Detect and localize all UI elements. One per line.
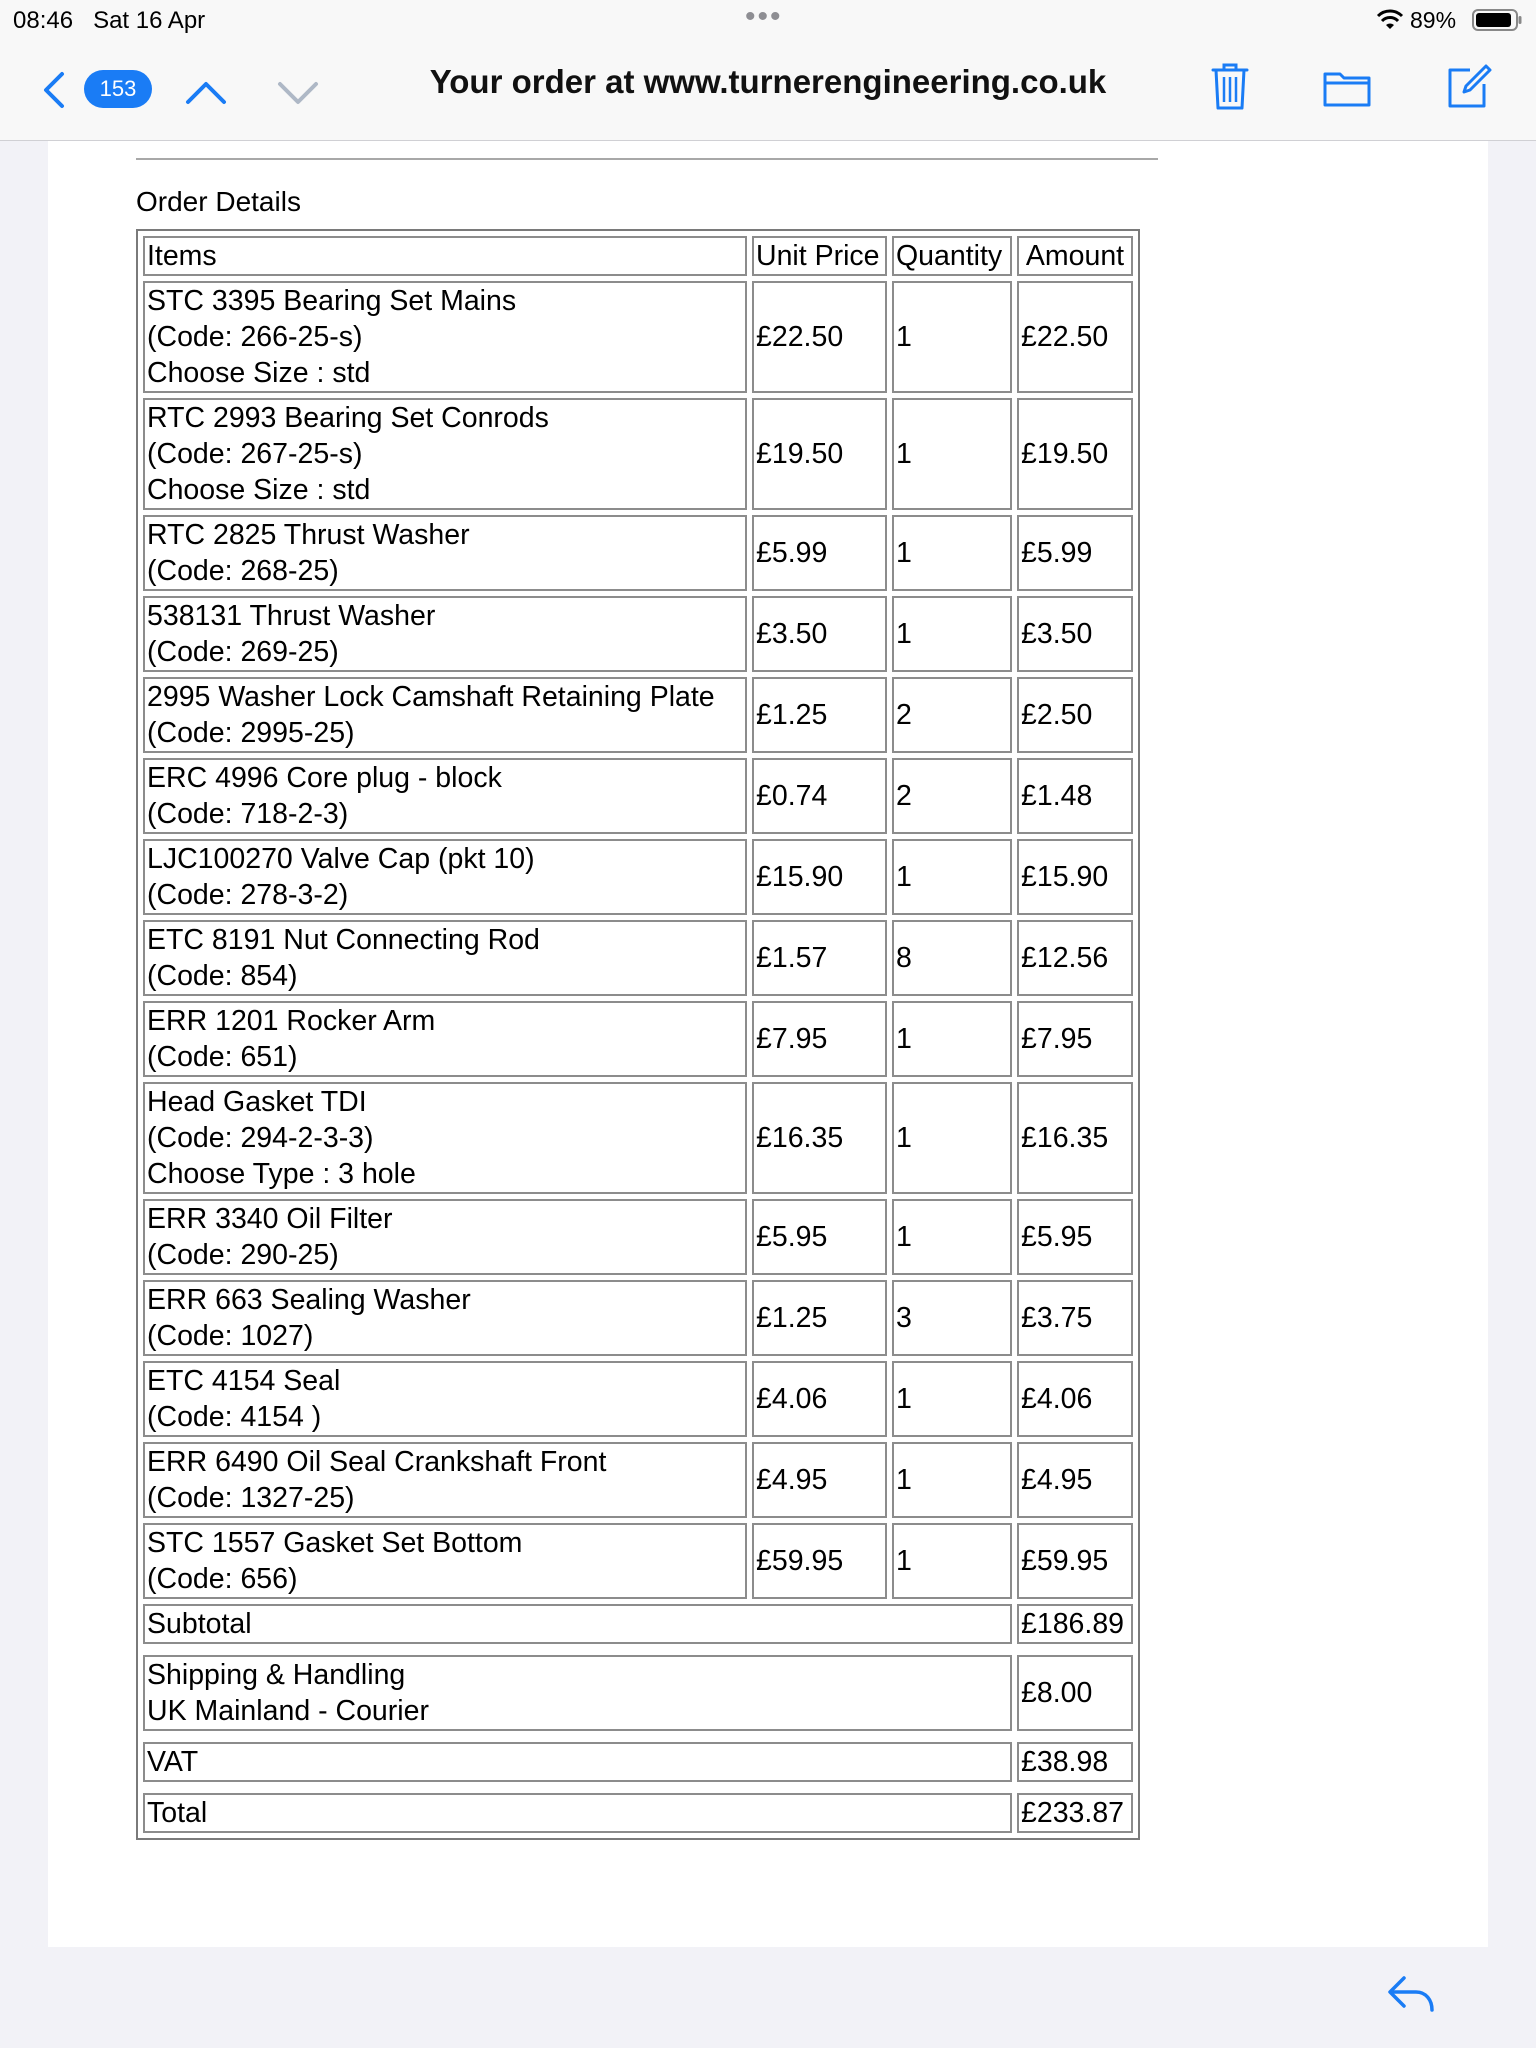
item-code: (Code: 294-2-3-3) [147,1122,374,1154]
table-row [143,839,1133,915]
subtotal-row [143,1604,1133,1644]
quantity-cell: 2 [892,677,1012,753]
shipping-row [143,1655,1133,1731]
amount-cell: £12.56 [1017,920,1133,996]
multitasking-dots[interactable]: ••• [745,0,783,33]
table-row [143,398,1133,510]
vat-value: £38.98 [1017,1742,1133,1782]
battery-percent: 89% [1410,7,1457,33]
item-cell [143,920,747,996]
total-label-text: Total [147,1797,208,1829]
unit-price-cell: £1.25 [752,1280,887,1356]
quantity-cell: 1 [892,1082,1012,1194]
subtotal-label-text: Subtotal [147,1608,252,1640]
item-cell [143,1199,747,1275]
table-row [143,758,1133,834]
item-name: ETC 8191 Nut Connecting Rod [147,924,540,956]
table-row [143,596,1133,672]
unit-price-cell: £3.50 [752,596,887,672]
unit-price-cell: £4.06 [752,1361,887,1437]
item-name: ERC 4996 Core plug - block [147,762,502,794]
unit-price-cell: £5.99 [752,515,887,591]
shipping-label [143,1655,1012,1731]
unit-price-cell: £1.57 [752,920,887,996]
item-name: 538131 Thrust Washer [147,600,436,632]
subtotal-value: £186.89 [1017,1604,1133,1644]
item-option: Choose Size : std [147,474,371,506]
unit-price-cell: £16.35 [752,1082,887,1194]
item-name: 2995 Washer Lock Camshaft Retaining Plate [147,681,715,713]
item-code: (Code: 278-3-2) [147,879,349,911]
item-code: (Code: 4154 ) [147,1401,322,1433]
spacer-row [143,1736,1133,1737]
spacer-cell [143,1787,1133,1788]
vat-label-text: VAT [147,1746,199,1778]
item-cell [143,281,747,393]
quantity-cell: 1 [892,398,1012,510]
amount-cell: £2.50 [1017,677,1133,753]
item-cell [143,1523,747,1599]
item-cell [143,1442,747,1518]
item-code: (Code: 290-25) [147,1239,339,1271]
spacer-row [143,1787,1133,1788]
item-name: STC 3395 Bearing Set Mains [147,285,517,317]
order-details-table [136,229,1140,1840]
shipping-method: UK Mainland - Courier [147,1695,429,1727]
item-name: ERR 6490 Oil Seal Crankshaft Front [147,1446,607,1478]
quantity-cell: 2 [892,758,1012,834]
item-name: RTC 2825 Thrust Washer [147,519,470,551]
item-name: STC 1557 Gasket Set Bottom [147,1527,523,1559]
spacer-cell [143,1736,1133,1737]
quantity-cell: 1 [892,839,1012,915]
compose-icon[interactable] [1444,62,1492,110]
item-code: (Code: 2995-25) [147,717,355,749]
amount-cell: £15.90 [1017,839,1133,915]
table-row [143,1082,1133,1194]
unit-price-cell: £0.74 [752,758,887,834]
amount-cell: £3.50 [1017,596,1133,672]
item-cell [143,1280,747,1356]
item-name: ERR 1201 Rocker Arm [147,1005,436,1037]
item-code: (Code: 656) [147,1563,298,1595]
item-cell [143,398,747,510]
unit-price-cell: £15.90 [752,839,887,915]
item-code: (Code: 267-25-s) [147,438,363,470]
amount-cell: £19.50 [1017,398,1133,510]
quantity-cell: 1 [892,1361,1012,1437]
header-amount: Amount [1017,236,1133,276]
item-name: RTC 2993 Bearing Set Conrods [147,402,549,434]
amount-cell: £4.95 [1017,1442,1133,1518]
vat-label [143,1742,1012,1782]
table-header-row [143,236,1133,276]
subtotal-label [143,1604,1012,1644]
table-row [143,1361,1133,1437]
unit-price-cell: £5.95 [752,1199,887,1275]
table-row [143,1442,1133,1518]
quantity-cell: 1 [892,281,1012,393]
item-cell [143,758,747,834]
amount-cell: £59.95 [1017,1523,1133,1599]
table-row [143,515,1133,591]
spacer-cell [143,1649,1133,1650]
item-code: (Code: 718-2-3) [147,798,349,830]
item-cell [143,839,747,915]
table-row [143,281,1133,393]
total-row [143,1793,1133,1833]
item-cell [143,1082,747,1194]
shipping-label-text: Shipping & Handling [147,1659,406,1691]
item-code: (Code: 266-25-s) [147,321,363,353]
unit-price-cell: £19.50 [752,398,887,510]
table-row [143,920,1133,996]
unit-price-cell: £7.95 [752,1001,887,1077]
battery-icon [1472,9,1522,31]
amount-cell: £3.75 [1017,1280,1133,1356]
unit-price-cell: £1.25 [752,677,887,753]
unit-price-cell: £4.95 [752,1442,887,1518]
amount-cell: £5.95 [1017,1199,1133,1275]
quantity-cell: 1 [892,1442,1012,1518]
item-code: (Code: 269-25) [147,636,339,668]
quantity-cell: 8 [892,920,1012,996]
quantity-cell: 3 [892,1280,1012,1356]
unit-price-cell: £22.50 [752,281,887,393]
email-subject-title: Your order at www.turnerengineering.co.uk [429,63,1107,100]
status-time: 08:46 Sat 16 Apr [13,7,206,34]
trash-icon[interactable] [1210,62,1250,112]
amount-cell: £4.06 [1017,1361,1133,1437]
quantity-cell: 1 [892,515,1012,591]
header-quantity: Quantity [892,236,1012,276]
message-count-badge[interactable]: 153 [84,70,152,108]
item-cell [143,677,747,753]
item-code: (Code: 268-25) [147,555,339,587]
item-code: (Code: 651) [147,1041,298,1073]
item-code: (Code: 854) [147,960,298,992]
move-to-folder-icon[interactable] [1322,68,1372,108]
amount-cell: £1.48 [1017,758,1133,834]
item-name: LJC100270 Valve Cap (pkt 10) [147,843,535,875]
item-cell [143,1001,747,1077]
unit-price-cell: £59.95 [752,1523,887,1599]
reply-icon[interactable] [1386,1972,1436,2014]
item-cell [143,515,747,591]
item-name: ERR 3340 Oil Filter [147,1203,393,1235]
vat-row [143,1742,1133,1782]
spacer-row [143,1649,1133,1650]
quantity-cell: 1 [892,1199,1012,1275]
item-cell [143,596,747,672]
item-option: Choose Size : std [147,357,371,389]
quantity-cell: 1 [892,596,1012,672]
status-bar [0,0,1536,40]
item-name: Head Gasket TDI [147,1086,367,1118]
table-row [143,677,1133,753]
total-label [143,1793,1012,1833]
header-unit-price: Unit Price [752,236,887,276]
amount-cell: £7.95 [1017,1001,1133,1077]
table-row [143,1001,1133,1077]
amount-cell: £5.99 [1017,515,1133,591]
order-details-heading: Order Details [136,186,301,217]
wifi-icon [1376,8,1404,32]
item-name: ERR 663 Sealing Washer [147,1284,471,1316]
shipping-value: £8.00 [1017,1655,1133,1731]
header-items: Items [143,236,747,276]
total-value: £233.87 [1017,1793,1133,1833]
horizontal-rule [136,158,1158,160]
item-cell [143,1361,747,1437]
amount-cell: £16.35 [1017,1082,1133,1194]
item-name: ETC 4154 Seal [147,1365,341,1397]
item-code: (Code: 1027) [147,1320,314,1352]
quantity-cell: 1 [892,1001,1012,1077]
item-code: (Code: 1327-25) [147,1482,355,1514]
quantity-cell: 1 [892,1523,1012,1599]
table-row [143,1523,1133,1599]
table-row [143,1199,1133,1275]
nav-bar [0,40,1536,141]
item-option: Choose Type : 3 hole [147,1158,416,1190]
table-row [143,1280,1133,1356]
amount-cell: £22.50 [1017,281,1133,393]
